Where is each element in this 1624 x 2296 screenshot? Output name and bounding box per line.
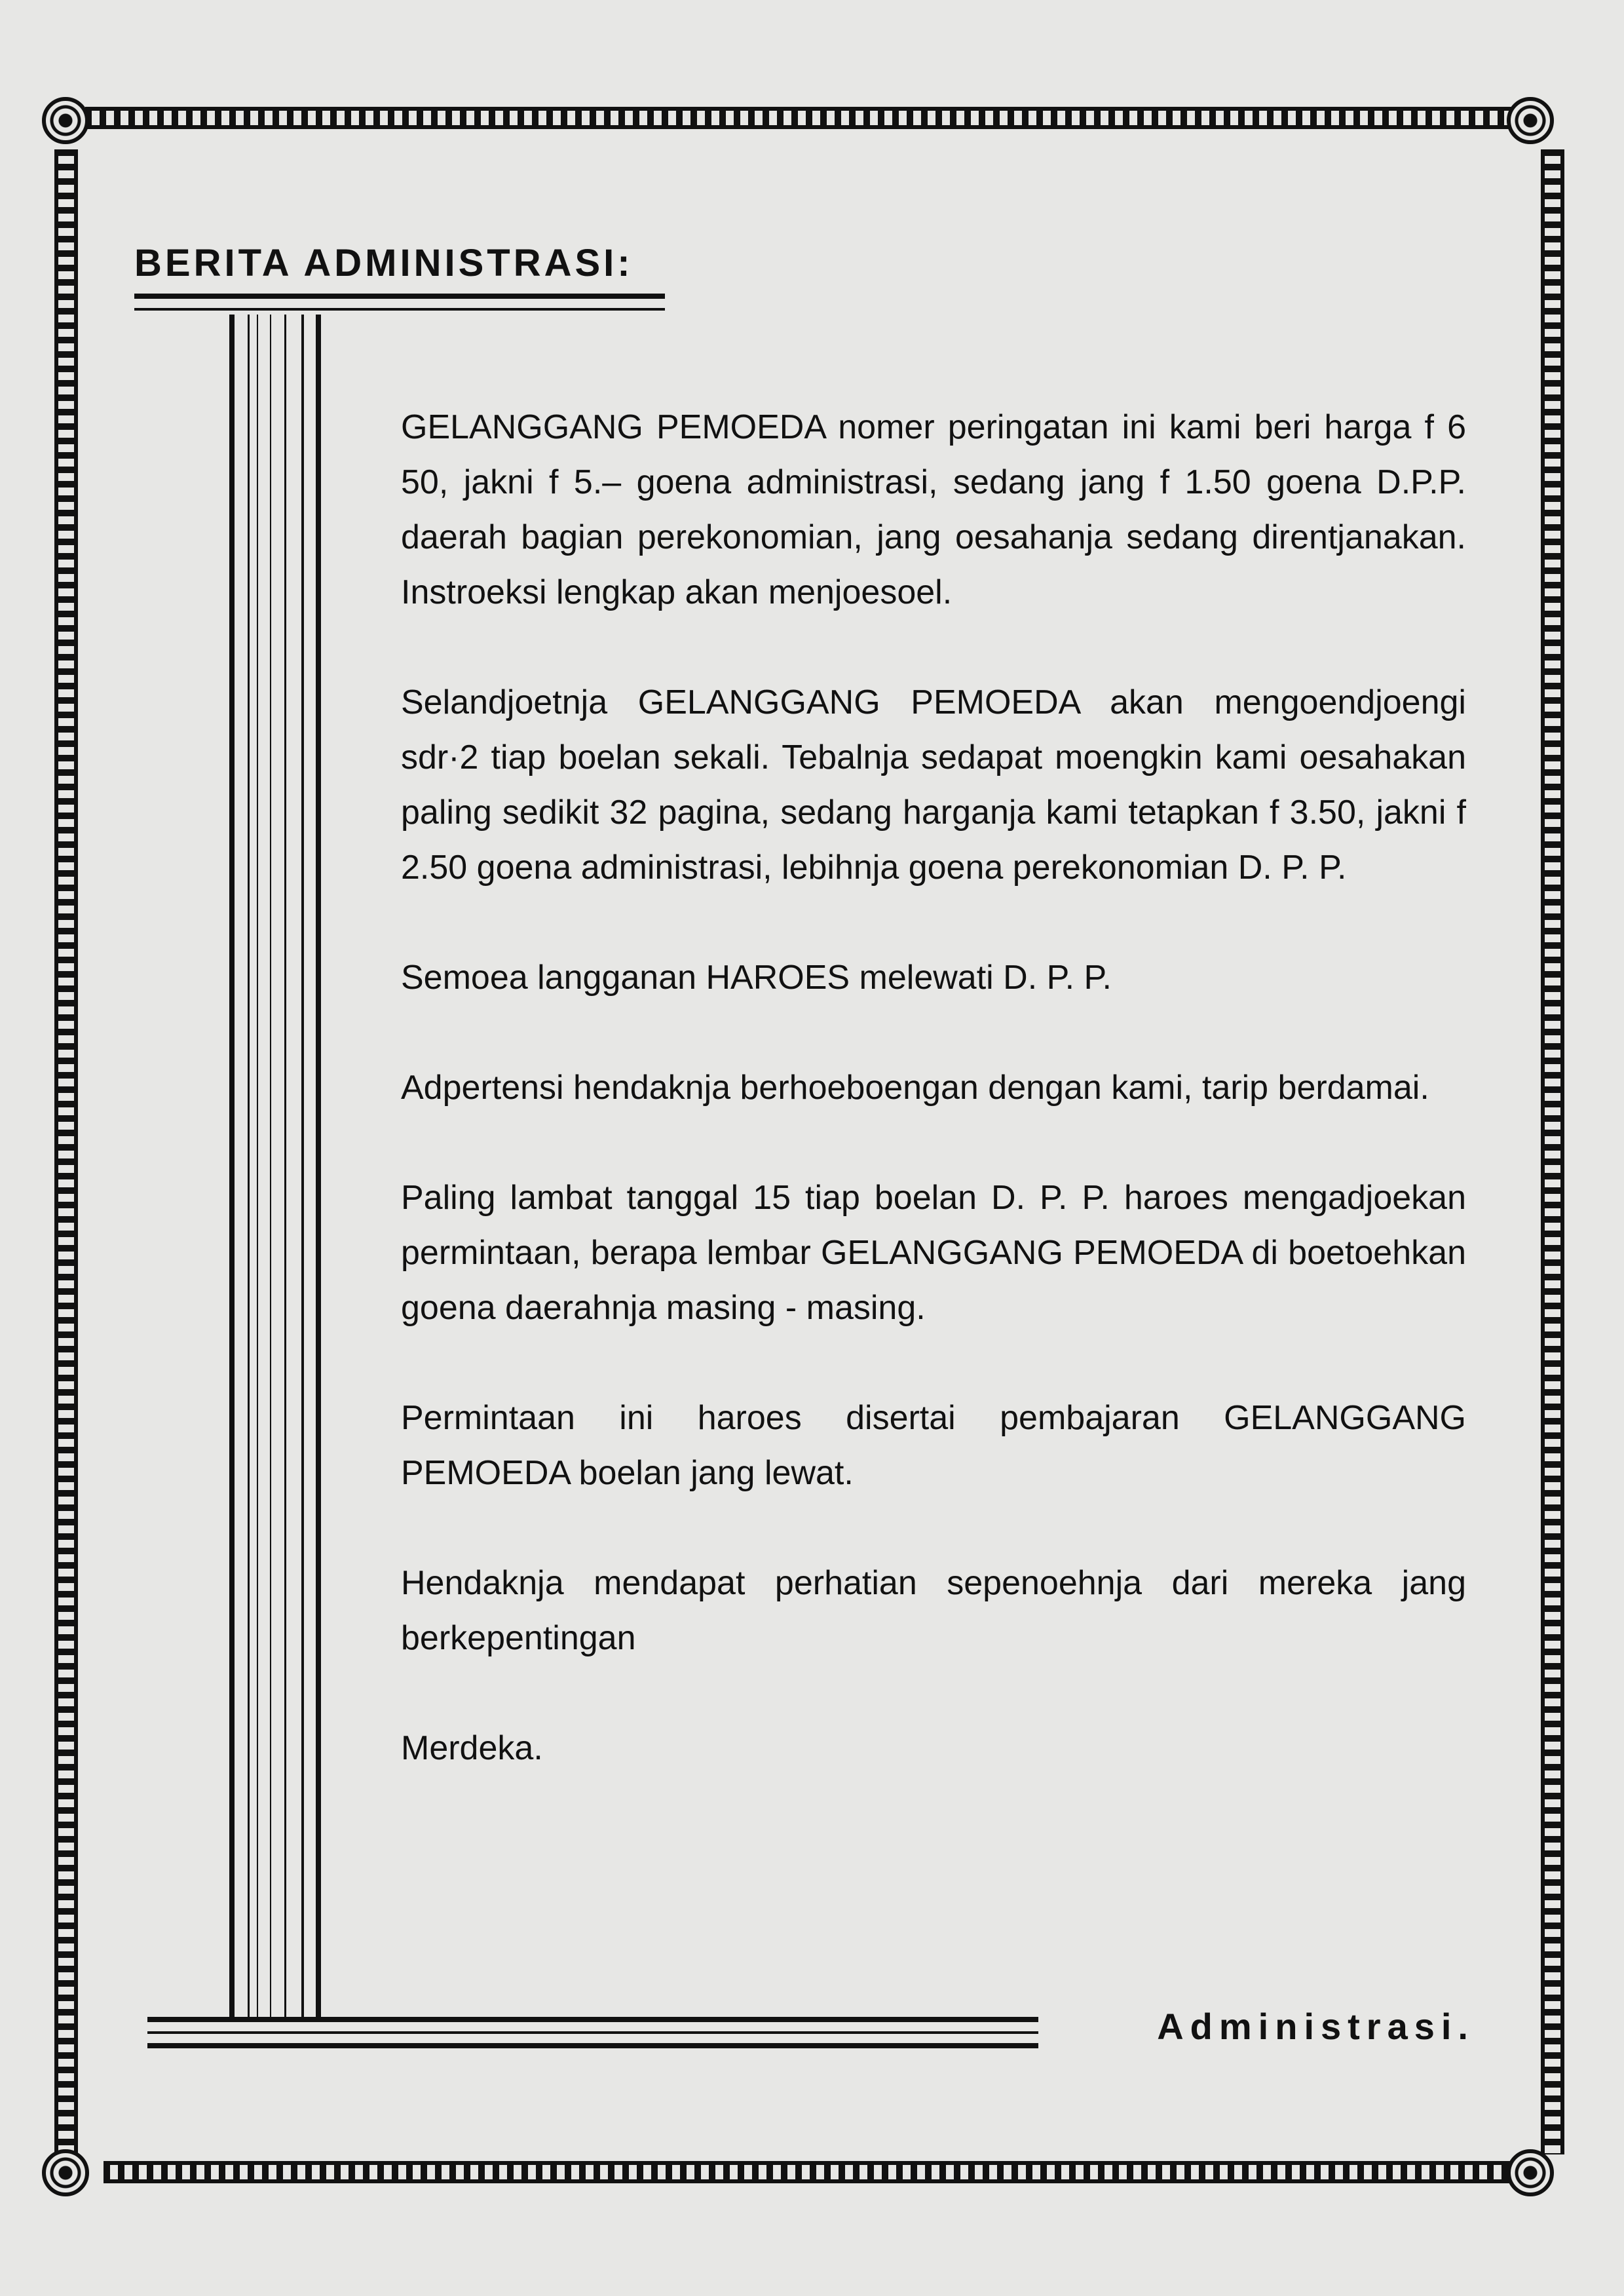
paragraph: Paling lambat tanggal 15 tiap boelan D. P. P. haroes mengadjoekan permintaan, berapa lembar GELANGGANG PEMOEDA di boetoehkan goena daerahnja masing - masing. [401,1179,1466,1327]
corner-rosette-icon [1507,97,1554,144]
heading-rule [134,294,665,299]
heading-rule [134,308,665,311]
footer-rule [147,2031,1038,2034]
corner-rosette-icon [42,97,89,144]
paragraph: Merdeka. [401,1729,543,1767]
paragraph: Semoea langganan HAROES melewati D. P. P. [401,959,1112,997]
footer-rule [147,2043,1038,2048]
page-title: BERITA ADMINISTRASI: [134,242,633,284]
signature: Administrasi. [1157,2006,1475,2047]
notice-body [401,400,1466,1831]
top-border [85,107,1513,129]
decorative-pillar [229,315,321,2018]
paragraph: Adpertensi hendaknja berhoeboengan dengan kami, tarip berdamai. [401,1069,1429,1107]
corner-rosette-icon [1507,2149,1554,2196]
left-border [54,149,78,2154]
paragraph: Hendaknja mendapat perhatian sepenoehnja dari mereka jang berkepentingan [401,1564,1466,1657]
paragraph: GELANGGANG PEMOEDA nomer peringatan ini kami beri harga f 6 50, jakni f 5.– goena administrasi, sedang jang f 1.50 goena D.P.P. daerah bagian perekonomian, jang oesahanja sedang direntjanakan. Instroeksi lengkap akan menjoesoel. [401,408,1466,611]
paragraph: Selandjoetnja GELANGGANG PEMOEDA akan mengoendjoengi sdr·2 tiap boelan sekali. Tebalnja sedapat moengkin kami oesahakan paling sedikit 32 pagina, sedang harganja kami tetapkan f 3.50, jakni f 2.50 goena administrasi, lebihnja goena perekonomian D. P. P. [401,683,1466,887]
bottom-border [104,2161,1532,2183]
corner-rosette-icon [42,2149,89,2196]
footer-rule [147,2017,1038,2022]
right-border [1541,149,1564,2154]
paragraph: Permintaan ini haroes disertai pembajaran GELANGGANG PEMOEDA boelan jang lewat. [401,1399,1466,1492]
